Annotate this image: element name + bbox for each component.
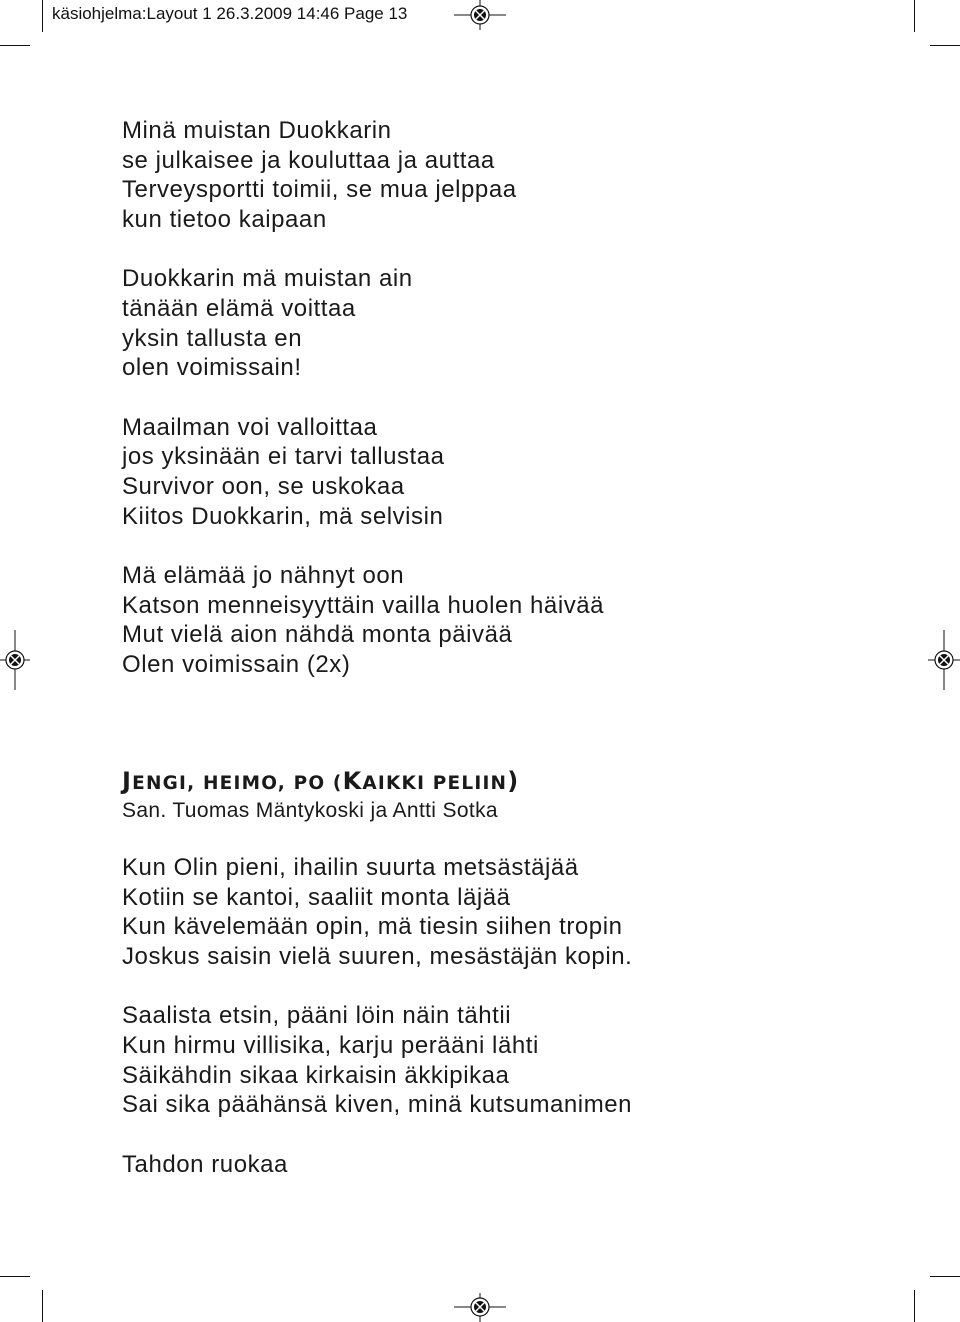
song-title-part: AIKKI PELIIN xyxy=(362,773,508,794)
lyric-line: olen voimissain! xyxy=(122,354,302,382)
lyric-line: Mut vielä aion nähdä monta päivää xyxy=(122,621,513,649)
lyric-line: tänään elämä voittaa xyxy=(122,295,356,323)
lyric-line: Maailman voi valloittaa xyxy=(122,413,378,441)
registration-mark-icon xyxy=(0,630,30,690)
lyric-line: Katson menneisyyttäin vailla huolen häivää xyxy=(122,591,605,619)
song1-lyrics xyxy=(122,116,922,709)
song-title-part: K xyxy=(342,767,363,795)
lyric-line: Kotiin se kantoi, saaliit monta läjää xyxy=(122,883,511,911)
lyric-line: Joskus saisin vielä suuren, mesästäjän kopin. xyxy=(122,943,633,971)
lyric-line: Terveysportti toimii, se mua jelppaa xyxy=(122,176,517,204)
stanza xyxy=(122,1150,922,1180)
lyric-line: Duokkarin mä muistan ain xyxy=(122,265,413,293)
registration-mark-icon xyxy=(454,1293,506,1322)
song-title xyxy=(122,767,519,795)
lyric-line: se julkaisee ja kouluttaa ja auttaa xyxy=(122,146,495,174)
crop-mark-icon xyxy=(0,1276,30,1277)
lyric-line: yksin tallusta en xyxy=(122,324,303,352)
registration-mark-icon xyxy=(454,0,506,30)
lyric-line: Kun Olin pieni, ihailin suurta metsästäjää xyxy=(122,854,579,881)
lyric-line: Kun hirmu villisika, karju perääni lähti xyxy=(122,1032,539,1060)
lyric-line: kun tietoo kaipaan xyxy=(122,206,327,234)
stanza xyxy=(122,116,922,235)
crop-mark-icon xyxy=(42,0,43,32)
lyric-line: Survivor oon, se uskokaa xyxy=(122,473,405,501)
crop-mark-icon xyxy=(930,45,960,46)
lyric-line: Minä muistan Duokkarin xyxy=(122,117,392,144)
song-credit: San. Tuomas Mäntykoski ja Antti Sotka xyxy=(122,799,498,822)
crop-mark-icon xyxy=(914,1290,915,1322)
lyric-line: Kun kävelemään opin, mä tiesin siihen tropin xyxy=(122,913,623,941)
crop-mark-icon xyxy=(0,45,30,46)
lyric-line: Kiitos Duokkarin, mä selvisin xyxy=(122,502,444,530)
stanza xyxy=(122,561,922,680)
stanza xyxy=(122,1001,922,1120)
printer-slug: käsiohjelma:Layout 1 26.3.2009 14:46 Page 13 xyxy=(52,4,408,23)
stanza xyxy=(122,264,922,383)
lyric-line: Saalista etsin, pääni löin näin tähtii xyxy=(122,1002,512,1030)
song-title-part: ) xyxy=(507,767,520,795)
stanza xyxy=(122,853,922,972)
lyric-line: Sai sika päähänsä kiven, minä kutsumanimen xyxy=(122,1091,633,1119)
song-title-part: J xyxy=(122,767,133,795)
stanza xyxy=(122,413,922,532)
lyric-line: jos yksinään ei tarvi tallustaa xyxy=(122,443,445,471)
crop-mark-icon xyxy=(42,1290,43,1322)
lyric-line: Mä elämää jo nähnyt oon xyxy=(122,561,405,589)
lyric-line: Tahdon ruokaa xyxy=(122,1150,288,1178)
song2-lyrics xyxy=(122,853,922,1209)
crop-mark-icon xyxy=(930,1276,960,1277)
registration-mark-icon xyxy=(928,630,960,690)
lyric-line: Olen voimissain (2x) xyxy=(122,651,351,679)
song-title-part: ENGI, HEIMO, PO ( xyxy=(132,773,343,794)
lyric-line: Säikähdin sikaa kirkaisin äkkipikaa xyxy=(122,1061,510,1089)
crop-mark-icon xyxy=(914,0,915,32)
